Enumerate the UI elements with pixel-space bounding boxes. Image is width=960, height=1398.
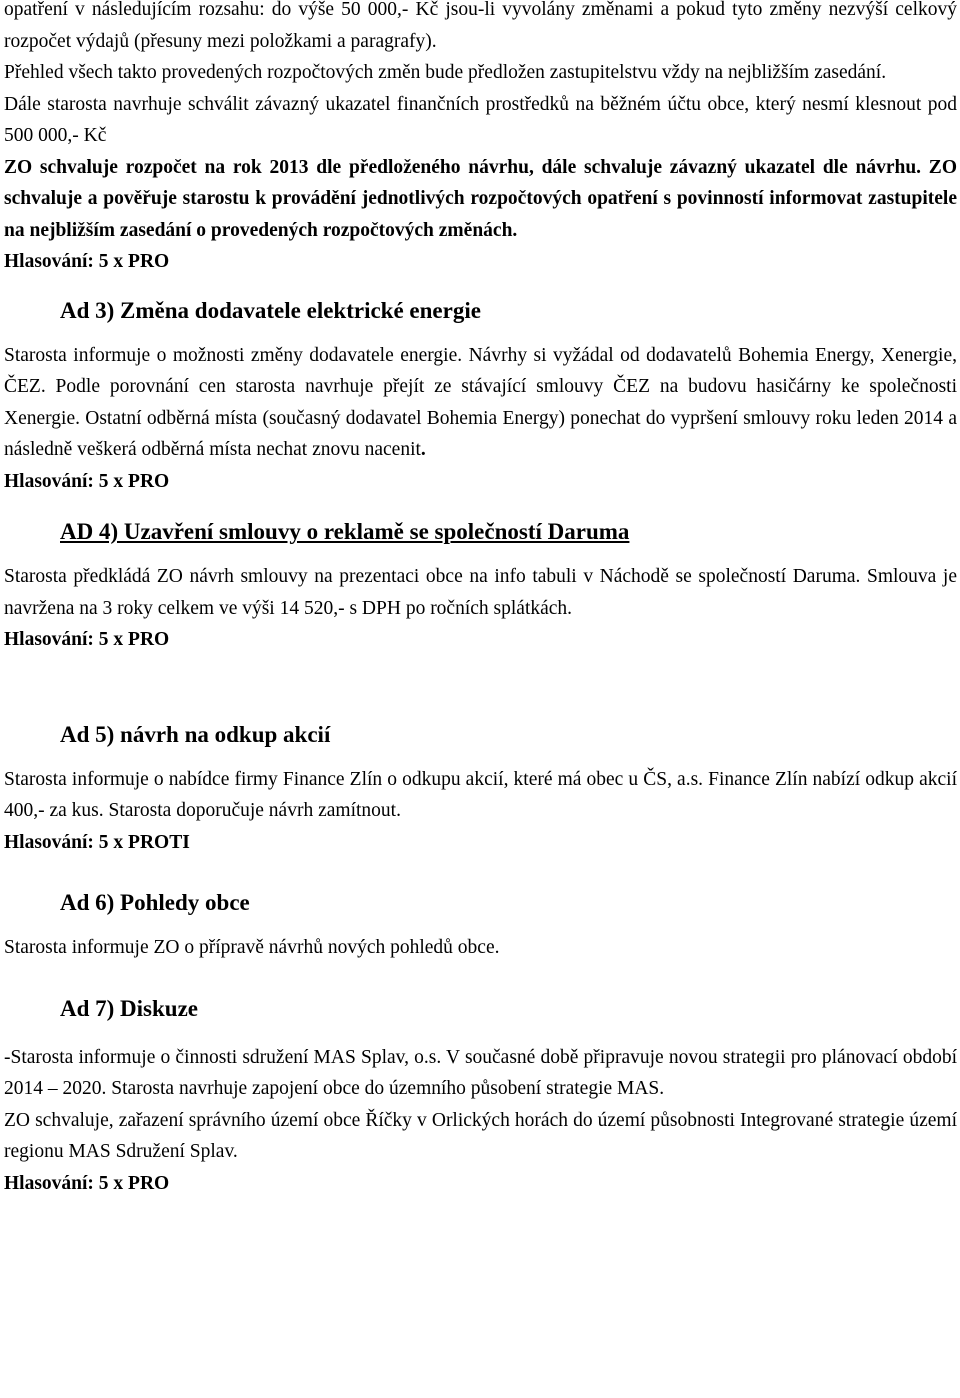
- document-page: [4, 0, 957, 1199]
- section-7-heading: Ad 7) Diskuze: [60, 995, 199, 1021]
- section-3-body: [4, 340, 957, 466]
- section-3-heading: Ad 3) Změna dodavatele elektrické energie: [60, 297, 481, 323]
- section-6-body: Starosta informuje ZO o přípravě návrhů nových pohledů obce.: [4, 937, 500, 958]
- vote-result-3: Hlasování: 5 x PRO: [4, 470, 170, 492]
- section-3-period: .: [420, 439, 426, 460]
- section-4-body: Starosta předkládá ZO návrh smlouvy na prezentaci obce na info tabuli v Náchodě se společností Daruma. Smlouva je navržena na 3 roky celkem ve výši 14 520,- s DPH po ročních splátkách.: [4, 566, 957, 619]
- intro-paragraph-3: Dále starosta navrhuje schválit závazný ukazatel finančních prostředků na běžném účtu obce, který nesmí klesnout pod 500 000,- Kč: [4, 93, 957, 146]
- budget-resolution: ZO schvaluje rozpočet na rok 2013 dle předloženého návrhu, dále schvaluje závazný ukazatel dle návrhu. ZO schvaluje a pověřuje starostu k provádění jednotlivých rozpočtových opatření s povinností informovat zastupitele na nejbližším zasedání o provedených rozpočtových změnách.: [4, 156, 957, 241]
- vote-result-5: Hlasování: 5 x PROTI: [4, 831, 190, 853]
- vote-result-1: Hlasování: 5 x PRO: [4, 251, 170, 272]
- vote-result-4: Hlasování: 5 x PRO: [4, 629, 170, 650]
- section-5-heading: Ad 5) návrh na odkup akcií: [60, 721, 331, 747]
- section-6-heading: Ad 6) Pohledy obce: [60, 890, 250, 915]
- intro-paragraph-2: Přehled všech takto provedených rozpočtových změn bude předložen zastupitelstvu vždy na nejbližším zasedání.: [4, 62, 887, 83]
- section-7-body-2: ZO schvaluje, zařazení správního území obce Říčky v Orlických horách do území působnosti Integrované strategie území regionu MAS Sdružení Splav.: [4, 1109, 957, 1162]
- vote-result-7: Hlasování: 5 x PRO: [4, 1172, 170, 1194]
- section-5-body: Starosta informuje o nabídce firmy Finance Zlín o odkupu akcií, které má obec u ČS, a.s. Finance Zlín nabízí odkup akcií 400,- za kus. Starosta doporučuje návrh zamítnout.: [4, 768, 957, 821]
- section-4-heading: AD 4) Uzavření smlouvy o reklamě se společností Daruma: [60, 519, 630, 544]
- intro-paragraph-1: opatření v následujícím rozsahu: do výše 50 000,- Kč jsou-li vyvolány změnami a pokud tyto změny nezvýší celkový rozpočet výdajů (přesuny mezi položkami a paragrafy).: [4, 0, 957, 52]
- section-3-text: Starosta informuje o možnosti změny dodavatele energie. Návrhy si vyžádal od dodavatelů Bohemia Energy, Xenergie, ČEZ. Podle porovnání cen starosta navrhuje přejít ze stávající smlouvy ČEZ na budovu hasičárny ke společnosti Xenergie. Ostatní odběrná místa (současný dodavatel Bohemia Energy) ponechat do vypršení smlouvy roku leden 2014 a následně veškerá odběrná místa nechat znovu nacenit: [4, 344, 957, 460]
- section-7-body-1: -Starosta informuje o činnosti sdružení MAS Splav, o.s. V současné době připravuje novou strategii pro plánovací období 2014 – 2020. Starosta navrhuje zapojení obce do územního působení strategie MAS.: [4, 1046, 957, 1099]
